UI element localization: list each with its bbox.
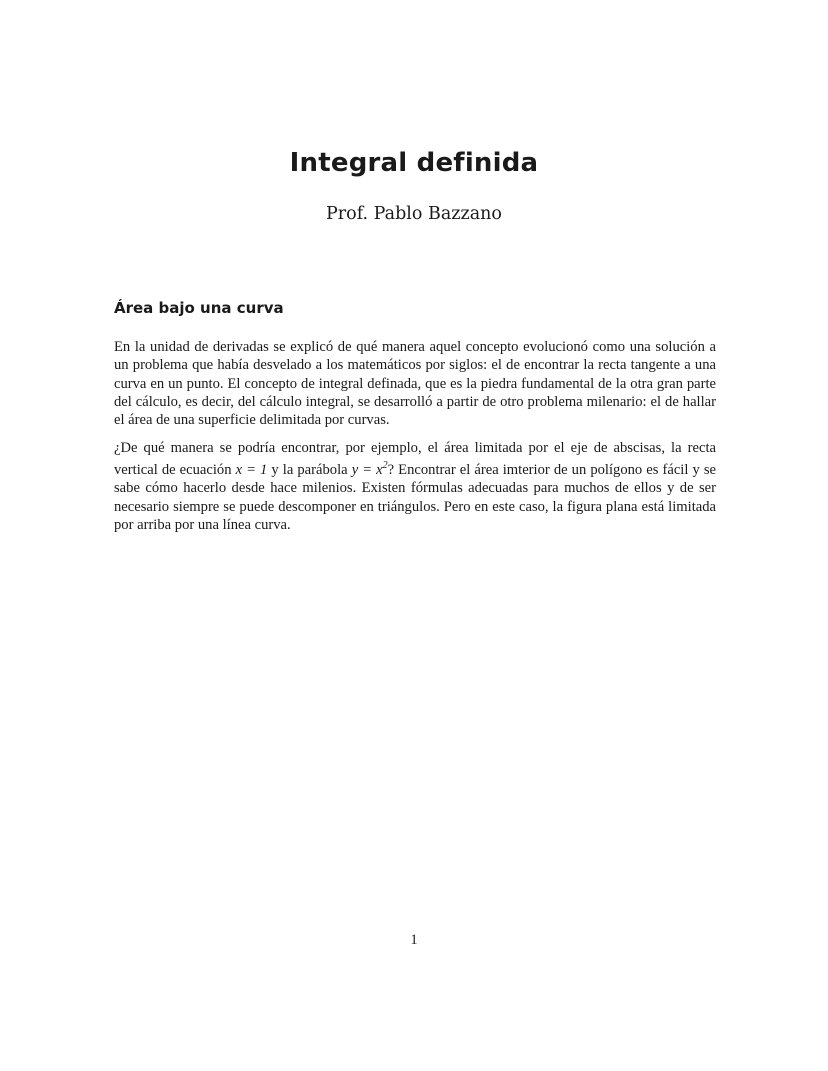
paragraph-1: En la unidad de derivadas se explicó de qué manera aquel concepto evolucionó como una solución a un problema que había desvelado a los matemáticos por siglos: el de encontrar la recta tangente a una curva en un punto. El concepto de integral definada, que es la piedra fundamental de la otra gran parte del cálculo, es decir, del cálculo integral, se desarrolló a partir de otro problema milenario: el de hallar el área de una superficie delimitada por curvas. <box>114 339 716 429</box>
page-number: 1 <box>410 932 418 948</box>
equation-parabola-base: y = x <box>351 462 383 479</box>
paragraph-2-text-2: y la parábola <box>267 462 352 479</box>
paragraph-2-text-3: ? Encontrar el área imterior de un polígono es fácil y se sabe cómo hacerlo desde hace milenios. Existen fórmulas adecuadas para muchos de ellos y de ser necesario siempre se puede descomponer en triángulos. Pero en este caso, la figura plana está limitada por arriba por una línea curva. <box>114 462 717 534</box>
author-line: Prof. Pablo Bazzano <box>326 204 502 224</box>
paragraph-2-text-1: ¿De qué manera se podría encontrar, por ejemplo, el área limitada por el eje de abscisas, la recta vertical de ecuación <box>114 440 716 479</box>
equation-parabola <box>352 462 388 478</box>
section-heading: Área bajo una curva <box>114 299 284 317</box>
equation-parabola-exponent: 2 <box>382 460 388 472</box>
equation-x-equals-1: x = 1 <box>235 462 268 479</box>
page-title: Integral definida <box>289 148 539 178</box>
paragraph-2 <box>114 439 716 534</box>
